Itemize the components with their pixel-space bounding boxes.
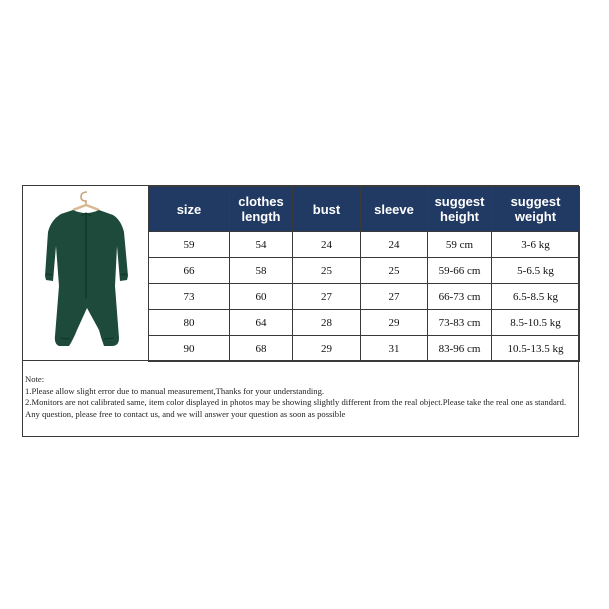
table-cell: 25 — [293, 258, 361, 284]
table-cell: 29 — [293, 336, 361, 362]
col-header-suggest-height: suggest height — [428, 187, 492, 232]
table-cell: 60 — [230, 284, 293, 310]
note-line: Any question, please free to contact us, and we will answer your question as soon as possible — [25, 408, 346, 419]
table-cell: 6.5-8.5 kg — [492, 284, 580, 310]
table-cell: 3-6 kg — [492, 232, 580, 258]
size-chart — [22, 185, 579, 437]
table-cell: 27 — [293, 284, 361, 310]
col-header-suggest-weight: suggest weight — [492, 187, 580, 232]
col-header-bust: bust — [293, 187, 361, 232]
table-cell: 58 — [230, 258, 293, 284]
product-photo — [23, 186, 149, 360]
table-cell: 73 — [149, 284, 230, 310]
table-cell: 24 — [293, 232, 361, 258]
col-header-size: size — [149, 187, 230, 232]
note-line: 2.Monitors are not calibrated same, item color displayed in photos may be showing slightly different from the real object.Please take the real one as standard. — [25, 397, 567, 407]
table-row — [149, 310, 580, 336]
notes-section — [23, 360, 578, 436]
table-row — [149, 336, 580, 362]
table-cell: 66-73 cm — [428, 284, 492, 310]
table-cell: 8.5-10.5 kg — [492, 310, 580, 336]
size-table — [148, 186, 580, 362]
table-cell: 25 — [361, 258, 428, 284]
table-cell: 59 cm — [428, 232, 492, 258]
table-cell: 83-96 cm — [428, 336, 492, 362]
note-line: 1.Please allow slight error due to manual measurement,Thanks for your understanding. — [25, 385, 325, 396]
notes-title: Note: — [25, 374, 45, 384]
table-cell: 29 — [361, 310, 428, 336]
table-cell: 28 — [293, 310, 361, 336]
table-cell: 68 — [230, 336, 293, 362]
table-cell: 59-66 cm — [428, 258, 492, 284]
table-cell: 31 — [361, 336, 428, 362]
table-row — [149, 284, 580, 310]
romper-icon — [23, 186, 149, 360]
table-cell: 80 — [149, 310, 230, 336]
col-header-sleeve: sleeve — [361, 187, 428, 232]
col-header-clothes-length: clothes length — [230, 187, 293, 232]
table-cell: 27 — [361, 284, 428, 310]
table-cell: 64 — [230, 310, 293, 336]
table-cell: 73-83 cm — [428, 310, 492, 336]
table-row — [149, 258, 580, 284]
table-cell: 90 — [149, 336, 230, 362]
table-cell: 54 — [230, 232, 293, 258]
table-header-row — [149, 187, 580, 232]
table-cell: 10.5-13.5 kg — [492, 336, 580, 362]
table-cell: 24 — [361, 232, 428, 258]
table-cell: 66 — [149, 258, 230, 284]
table-cell: 5-6.5 kg — [492, 258, 580, 284]
table-row — [149, 232, 580, 258]
table-cell: 59 — [149, 232, 230, 258]
